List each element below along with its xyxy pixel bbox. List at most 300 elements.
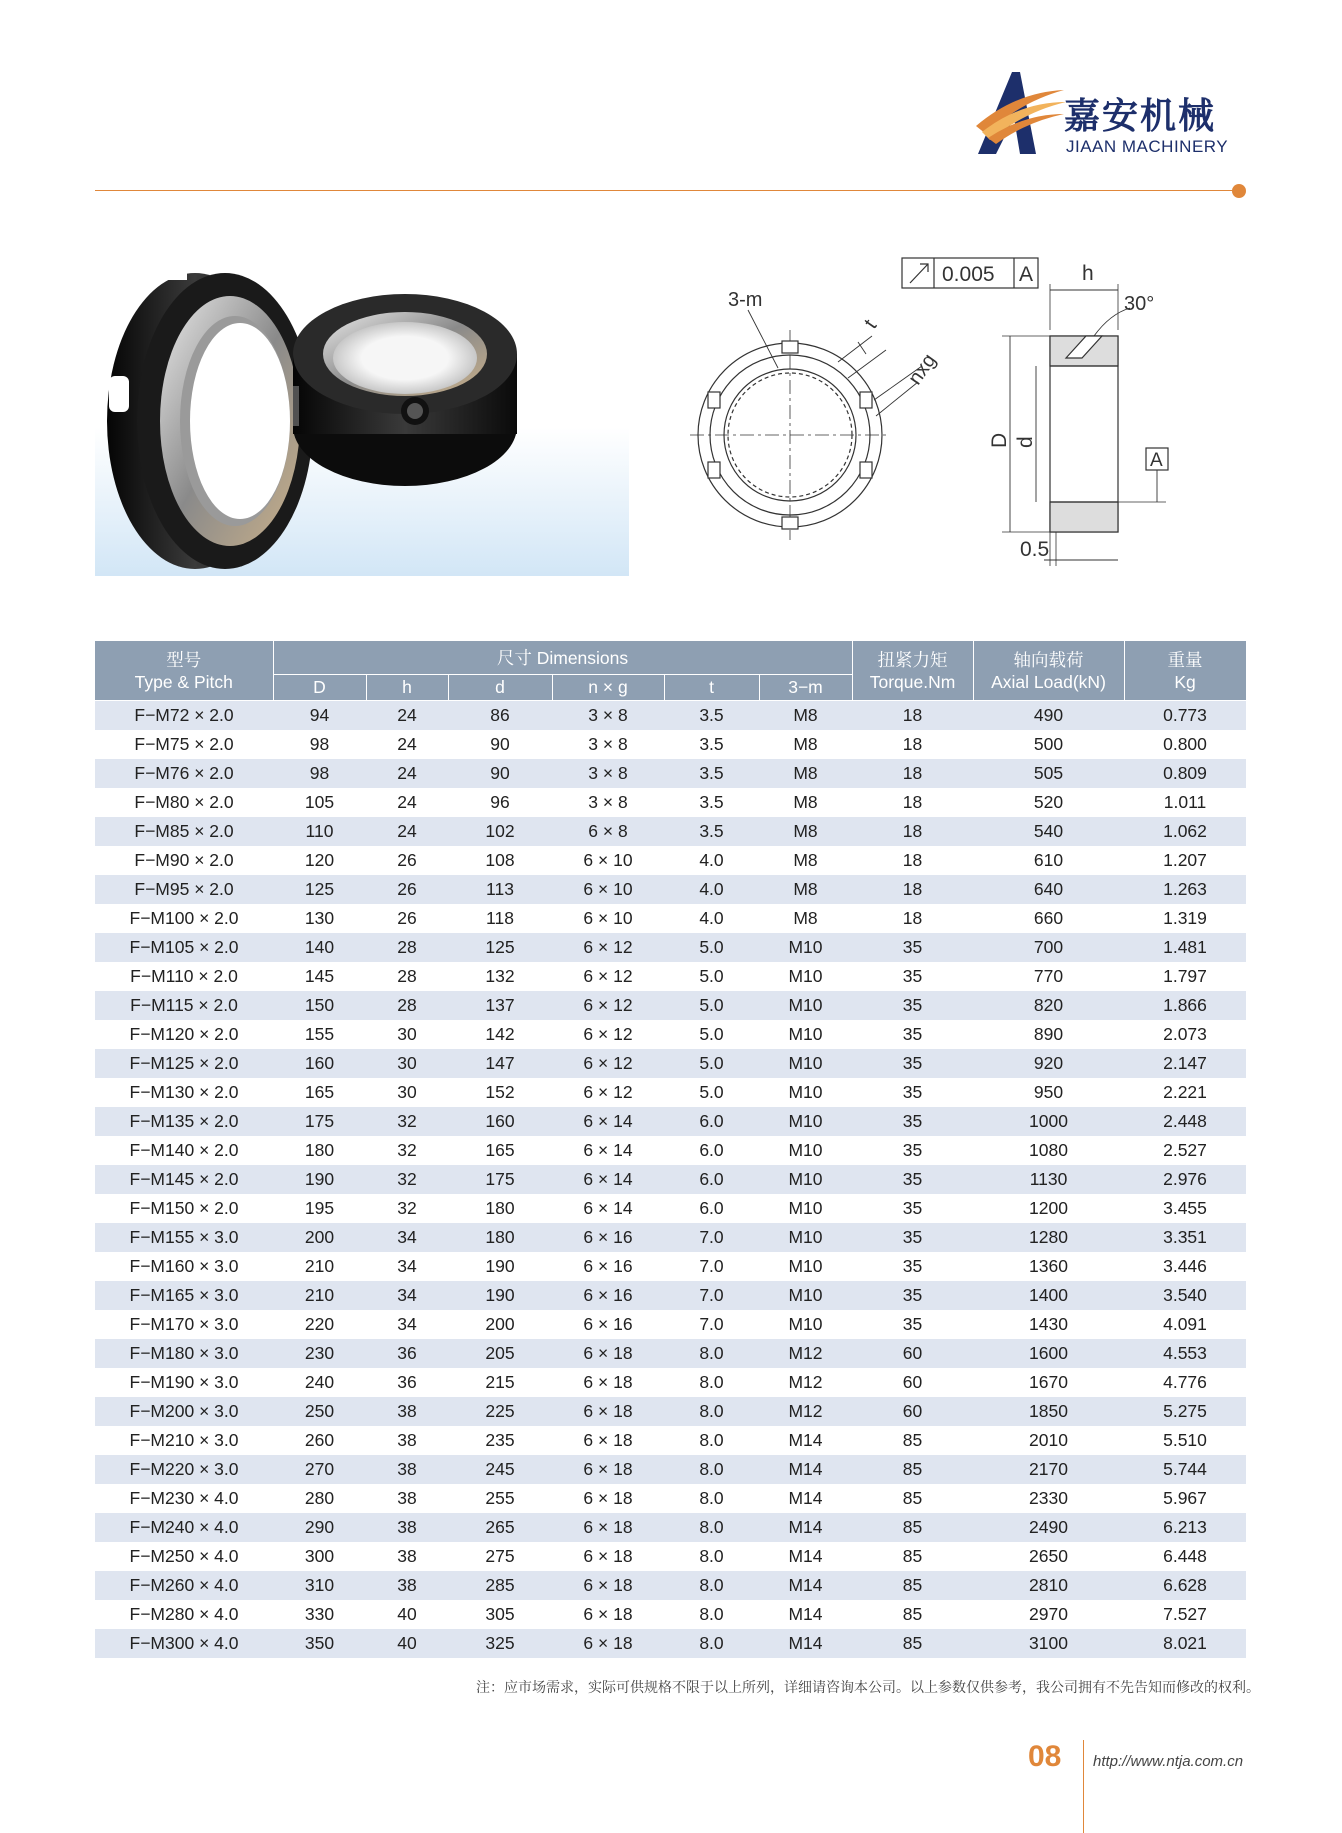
cell-axial-load: 520 (973, 788, 1124, 817)
cell-axial-load: 1280 (973, 1223, 1124, 1252)
table-row (95, 962, 1246, 991)
cell-axial-load: 1600 (973, 1339, 1124, 1368)
cell-nxg: 6 × 10 (552, 904, 664, 933)
cell-type: F−M165 × 3.0 (95, 1281, 273, 1310)
cell-axial-load: 1080 (973, 1136, 1124, 1165)
cell-nxg: 6 × 10 (552, 875, 664, 904)
cell-h: 28 (366, 933, 448, 962)
cell-D: 220 (273, 1310, 366, 1339)
cell-3m: M10 (759, 1107, 852, 1136)
table-row (95, 1513, 1246, 1542)
cell-d: 96 (448, 788, 552, 817)
cell-axial-load: 1360 (973, 1252, 1124, 1281)
cell-weight: 5.744 (1124, 1455, 1246, 1484)
cell-weight: 1.011 (1124, 788, 1246, 817)
cell-D: 110 (273, 817, 366, 846)
subheader-3m: 3−m (759, 675, 852, 701)
subheader-nxg: n × g (552, 675, 664, 701)
table-row (95, 1368, 1246, 1397)
cell-d: 225 (448, 1397, 552, 1426)
cell-type: F−M280 × 4.0 (95, 1600, 273, 1629)
cell-torque: 35 (852, 1020, 973, 1049)
cell-h: 34 (366, 1281, 448, 1310)
cell-D: 98 (273, 730, 366, 759)
cell-t: 6.0 (664, 1107, 759, 1136)
cell-type: F−M72 × 2.0 (95, 701, 273, 731)
cell-3m: M14 (759, 1426, 852, 1455)
cell-3m: M14 (759, 1455, 852, 1484)
cell-t: 8.0 (664, 1339, 759, 1368)
cell-nxg: 6 × 16 (552, 1310, 664, 1339)
cell-axial-load: 2170 (973, 1455, 1124, 1484)
cell-nxg: 6 × 18 (552, 1629, 664, 1658)
cell-type: F−M190 × 3.0 (95, 1368, 273, 1397)
cell-3m: M14 (759, 1629, 852, 1658)
cell-nxg: 6 × 18 (552, 1426, 664, 1455)
cell-d: 235 (448, 1426, 552, 1455)
cell-weight: 0.800 (1124, 730, 1246, 759)
cell-axial-load: 890 (973, 1020, 1124, 1049)
cell-torque: 85 (852, 1600, 973, 1629)
cell-nxg: 6 × 12 (552, 1020, 664, 1049)
cell-t: 5.0 (664, 991, 759, 1020)
cell-type: F−M100 × 2.0 (95, 904, 273, 933)
cell-h: 36 (366, 1339, 448, 1368)
label-nxg: nxg (904, 349, 941, 389)
table-row (95, 701, 1246, 731)
cell-weight: 5.967 (1124, 1484, 1246, 1513)
table-row (95, 1310, 1246, 1339)
cell-t: 7.0 (664, 1223, 759, 1252)
table-row (95, 1339, 1246, 1368)
cell-type: F−M210 × 3.0 (95, 1426, 273, 1455)
cell-t: 4.0 (664, 904, 759, 933)
cell-weight: 2.073 (1124, 1020, 1246, 1049)
cell-type: F−M260 × 4.0 (95, 1571, 273, 1600)
cell-axial-load: 640 (973, 875, 1124, 904)
cell-weight: 6.448 (1124, 1542, 1246, 1571)
cell-torque: 35 (852, 933, 973, 962)
cell-torque: 60 (852, 1368, 973, 1397)
cell-type: F−M230 × 4.0 (95, 1484, 273, 1513)
cell-torque: 18 (852, 875, 973, 904)
header-divider (95, 190, 1233, 191)
cell-h: 26 (366, 904, 448, 933)
lock-nut-photo-icon (95, 246, 629, 576)
cell-torque: 18 (852, 730, 973, 759)
cell-D: 165 (273, 1078, 366, 1107)
cell-torque: 35 (852, 1107, 973, 1136)
cell-t: 6.0 (664, 1194, 759, 1223)
cell-torque: 60 (852, 1339, 973, 1368)
cell-t: 3.5 (664, 701, 759, 731)
cell-torque: 18 (852, 817, 973, 846)
cell-nxg: 6 × 18 (552, 1542, 664, 1571)
cell-torque: 35 (852, 1165, 973, 1194)
cell-torque: 85 (852, 1455, 973, 1484)
cell-type: F−M145 × 2.0 (95, 1165, 273, 1194)
cell-D: 155 (273, 1020, 366, 1049)
cell-D: 210 (273, 1252, 366, 1281)
cell-nxg: 3 × 8 (552, 759, 664, 788)
cell-weight: 3.446 (1124, 1252, 1246, 1281)
cell-weight: 4.091 (1124, 1310, 1246, 1339)
cell-D: 105 (273, 788, 366, 817)
cell-D: 350 (273, 1629, 366, 1658)
cell-type: F−M150 × 2.0 (95, 1194, 273, 1223)
cell-torque: 85 (852, 1571, 973, 1600)
cell-h: 24 (366, 730, 448, 759)
cell-D: 130 (273, 904, 366, 933)
cell-weight: 8.021 (1124, 1629, 1246, 1658)
cell-weight: 4.776 (1124, 1368, 1246, 1397)
table-row (95, 1078, 1246, 1107)
cell-weight: 1.319 (1124, 904, 1246, 933)
table-row (95, 1049, 1246, 1078)
cell-weight: 1.481 (1124, 933, 1246, 962)
cell-3m: M12 (759, 1397, 852, 1426)
cell-axial-load: 500 (973, 730, 1124, 759)
brand-name-en: JIAAN MACHINERY (1066, 137, 1229, 156)
cell-d: 190 (448, 1281, 552, 1310)
table-body (95, 701, 1246, 1659)
cell-torque: 85 (852, 1513, 973, 1542)
cell-D: 330 (273, 1600, 366, 1629)
cell-D: 150 (273, 991, 366, 1020)
cell-torque: 60 (852, 1397, 973, 1426)
cell-3m: M8 (759, 875, 852, 904)
table-row (95, 1165, 1246, 1194)
logo-mark-icon (976, 68, 1066, 158)
table-row (95, 1484, 1246, 1513)
cell-axial-load: 610 (973, 846, 1124, 875)
cell-3m: M10 (759, 1194, 852, 1223)
cell-D: 145 (273, 962, 366, 991)
cell-h: 38 (366, 1397, 448, 1426)
table-row (95, 933, 1246, 962)
cell-h: 28 (366, 991, 448, 1020)
cell-weight: 6.628 (1124, 1571, 1246, 1600)
cell-nxg: 6 × 8 (552, 817, 664, 846)
cell-weight: 0.773 (1124, 701, 1246, 731)
label-D: D (988, 432, 1011, 448)
cell-D: 270 (273, 1455, 366, 1484)
table-row (95, 788, 1246, 817)
tolerance-datum: A (1019, 263, 1034, 286)
cell-t: 3.5 (664, 788, 759, 817)
cell-h: 38 (366, 1484, 448, 1513)
cell-t: 4.0 (664, 875, 759, 904)
cell-torque: 85 (852, 1484, 973, 1513)
cell-weight: 6.213 (1124, 1513, 1246, 1542)
table-row (95, 1223, 1246, 1252)
cell-d: 142 (448, 1020, 552, 1049)
cell-d: 118 (448, 904, 552, 933)
cell-axial-load: 1130 (973, 1165, 1124, 1194)
cell-torque: 35 (852, 1049, 973, 1078)
cell-h: 32 (366, 1107, 448, 1136)
cell-axial-load: 920 (973, 1049, 1124, 1078)
cell-3m: M10 (759, 1136, 852, 1165)
cell-nxg: 6 × 16 (552, 1281, 664, 1310)
cell-d: 102 (448, 817, 552, 846)
cell-3m: M10 (759, 933, 852, 962)
cell-t: 5.0 (664, 962, 759, 991)
cell-d: 90 (448, 759, 552, 788)
cell-D: 280 (273, 1484, 366, 1513)
cell-nxg: 6 × 12 (552, 933, 664, 962)
cell-3m: M10 (759, 1049, 852, 1078)
cell-d: 245 (448, 1455, 552, 1484)
cell-nxg: 6 × 12 (552, 962, 664, 991)
cell-t: 3.5 (664, 730, 759, 759)
cell-type: F−M85 × 2.0 (95, 817, 273, 846)
cell-axial-load: 950 (973, 1078, 1124, 1107)
cell-type: F−M155 × 3.0 (95, 1223, 273, 1252)
table-row (95, 1136, 1246, 1165)
cell-nxg: 6 × 18 (552, 1513, 664, 1542)
cell-nxg: 3 × 8 (552, 701, 664, 731)
table-row (95, 846, 1246, 875)
cell-D: 290 (273, 1513, 366, 1542)
table-row (95, 1252, 1246, 1281)
cell-torque: 18 (852, 846, 973, 875)
cell-h: 34 (366, 1310, 448, 1339)
table-row (95, 904, 1246, 933)
subheader-d: d (448, 675, 552, 701)
cell-h: 26 (366, 846, 448, 875)
cell-3m: M14 (759, 1600, 852, 1629)
cell-nxg: 6 × 12 (552, 1078, 664, 1107)
cell-D: 300 (273, 1542, 366, 1571)
cell-3m: M12 (759, 1339, 852, 1368)
technical-drawing (690, 250, 1230, 580)
cell-D: 120 (273, 846, 366, 875)
cell-d: 113 (448, 875, 552, 904)
cell-nxg: 6 × 18 (552, 1571, 664, 1600)
cell-d: 86 (448, 701, 552, 731)
cell-t: 5.0 (664, 1020, 759, 1049)
cell-d: 285 (448, 1571, 552, 1600)
cell-weight: 3.540 (1124, 1281, 1246, 1310)
cell-3m: M10 (759, 1165, 852, 1194)
cell-type: F−M240 × 4.0 (95, 1513, 273, 1542)
label-h: h (1082, 262, 1094, 285)
cell-t: 6.0 (664, 1136, 759, 1165)
cell-3m: M10 (759, 1223, 852, 1252)
nut-dimension-diagram (690, 250, 1230, 580)
cell-type: F−M160 × 3.0 (95, 1252, 273, 1281)
table-row (95, 1281, 1246, 1310)
label-chamfer: 0.5 (1020, 538, 1050, 561)
cell-weight: 3.351 (1124, 1223, 1246, 1252)
brand-name-cn: 嘉安机械 (1064, 96, 1217, 137)
cell-d: 147 (448, 1049, 552, 1078)
cell-h: 24 (366, 701, 448, 731)
label-t: t (860, 315, 882, 333)
cell-d: 265 (448, 1513, 552, 1542)
cell-nxg: 6 × 14 (552, 1165, 664, 1194)
header-torque: 扭紧力矩 Torque.Nm (852, 641, 973, 701)
cell-h: 28 (366, 962, 448, 991)
cell-nxg: 6 × 18 (552, 1397, 664, 1426)
cell-3m: M10 (759, 962, 852, 991)
cell-t: 8.0 (664, 1513, 759, 1542)
table-row (95, 730, 1246, 759)
cell-t: 8.0 (664, 1571, 759, 1600)
cell-nxg: 6 × 14 (552, 1194, 664, 1223)
cell-t: 8.0 (664, 1397, 759, 1426)
cell-axial-load: 505 (973, 759, 1124, 788)
cell-torque: 35 (852, 1078, 973, 1107)
cell-weight: 1.866 (1124, 991, 1246, 1020)
cell-3m: M8 (759, 904, 852, 933)
cell-D: 200 (273, 1223, 366, 1252)
cell-d: 175 (448, 1165, 552, 1194)
cell-weight: 5.275 (1124, 1397, 1246, 1426)
cell-3m: M8 (759, 788, 852, 817)
cell-torque: 35 (852, 1223, 973, 1252)
cell-3m: M10 (759, 1078, 852, 1107)
cell-D: 125 (273, 875, 366, 904)
cell-h: 38 (366, 1571, 448, 1600)
cell-nxg: 6 × 14 (552, 1107, 664, 1136)
table-row (95, 875, 1246, 904)
cell-type: F−M90 × 2.0 (95, 846, 273, 875)
cell-weight: 4.553 (1124, 1339, 1246, 1368)
cell-torque: 85 (852, 1629, 973, 1658)
cell-D: 160 (273, 1049, 366, 1078)
cell-D: 240 (273, 1368, 366, 1397)
cell-axial-load: 1430 (973, 1310, 1124, 1339)
cell-weight: 2.527 (1124, 1136, 1246, 1165)
cell-d: 180 (448, 1194, 552, 1223)
cell-nxg: 6 × 14 (552, 1136, 664, 1165)
label-3m: 3-m (728, 289, 763, 311)
cell-axial-load: 2330 (973, 1484, 1124, 1513)
cell-weight: 1.797 (1124, 962, 1246, 991)
cell-axial-load: 3100 (973, 1629, 1124, 1658)
cell-d: 160 (448, 1107, 552, 1136)
cell-d: 180 (448, 1223, 552, 1252)
cell-3m: M12 (759, 1368, 852, 1397)
cell-torque: 18 (852, 904, 973, 933)
cell-nxg: 6 × 18 (552, 1368, 664, 1397)
cell-type: F−M105 × 2.0 (95, 933, 273, 962)
product-photo (95, 246, 629, 576)
cell-D: 310 (273, 1571, 366, 1600)
cell-axial-load: 2810 (973, 1571, 1124, 1600)
cell-3m: M8 (759, 846, 852, 875)
cell-h: 40 (366, 1629, 448, 1658)
cell-3m: M14 (759, 1542, 852, 1571)
website-link[interactable]: http://www.ntja.com.cn (1093, 1753, 1244, 1770)
cell-d: 165 (448, 1136, 552, 1165)
table-row (95, 817, 1246, 846)
cell-nxg: 6 × 18 (552, 1455, 664, 1484)
cell-torque: 35 (852, 1252, 973, 1281)
cell-torque: 18 (852, 759, 973, 788)
cell-t: 3.5 (664, 817, 759, 846)
cell-torque: 85 (852, 1426, 973, 1455)
cell-axial-load: 1200 (973, 1194, 1124, 1223)
cell-nxg: 6 × 16 (552, 1252, 664, 1281)
cell-torque: 35 (852, 1310, 973, 1339)
cell-type: F−M180 × 3.0 (95, 1339, 273, 1368)
cell-torque: 35 (852, 1136, 973, 1165)
cell-3m: M8 (759, 701, 852, 731)
cell-d: 205 (448, 1339, 552, 1368)
spec-table (95, 641, 1247, 1658)
cell-3m: M14 (759, 1513, 852, 1542)
cell-axial-load: 1850 (973, 1397, 1124, 1426)
cell-D: 94 (273, 701, 366, 731)
cell-3m: M14 (759, 1571, 852, 1600)
cell-t: 8.0 (664, 1600, 759, 1629)
cell-type: F−M115 × 2.0 (95, 991, 273, 1020)
cell-h: 40 (366, 1600, 448, 1629)
cell-type: F−M250 × 4.0 (95, 1542, 273, 1571)
cell-d: 125 (448, 933, 552, 962)
cell-3m: M10 (759, 1310, 852, 1339)
cell-weight: 0.809 (1124, 759, 1246, 788)
table-header-row (95, 641, 1246, 675)
cell-d: 215 (448, 1368, 552, 1397)
cell-type: F−M125 × 2.0 (95, 1049, 273, 1078)
cell-d: 255 (448, 1484, 552, 1513)
cell-D: 210 (273, 1281, 366, 1310)
label-datum-A: A (1150, 450, 1163, 471)
cell-D: 250 (273, 1397, 366, 1426)
cell-h: 24 (366, 759, 448, 788)
header-divider-dot (1232, 184, 1246, 198)
cell-nxg: 6 × 18 (552, 1600, 664, 1629)
tolerance-value: 0.005 (942, 263, 995, 286)
footnote: 注：应市场需求，实际可供规格不限于以上所列，详细请咨询本公司。以上参数仅供参考，我公司拥有不先告知而修改的权利。 (476, 1680, 1260, 1696)
cell-t: 4.0 (664, 846, 759, 875)
cell-nxg: 6 × 12 (552, 991, 664, 1020)
cell-weight: 3.455 (1124, 1194, 1246, 1223)
cell-weight: 1.263 (1124, 875, 1246, 904)
cell-D: 175 (273, 1107, 366, 1136)
cell-axial-load: 820 (973, 991, 1124, 1020)
table-row (95, 1629, 1246, 1658)
cell-type: F−M110 × 2.0 (95, 962, 273, 991)
subheader-t: t (664, 675, 759, 701)
cell-type: F−M76 × 2.0 (95, 759, 273, 788)
cell-h: 26 (366, 875, 448, 904)
cell-D: 260 (273, 1426, 366, 1455)
cell-3m: M8 (759, 730, 852, 759)
cell-h: 34 (366, 1223, 448, 1252)
cell-nxg: 6 × 12 (552, 1049, 664, 1078)
cell-type: F−M170 × 3.0 (95, 1310, 273, 1339)
cell-3m: M8 (759, 817, 852, 846)
cell-h: 32 (366, 1194, 448, 1223)
cell-d: 200 (448, 1310, 552, 1339)
cell-h: 24 (366, 817, 448, 846)
cell-torque: 35 (852, 1281, 973, 1310)
cell-axial-load: 1670 (973, 1368, 1124, 1397)
cell-torque: 85 (852, 1542, 973, 1571)
cell-d: 152 (448, 1078, 552, 1107)
cell-h: 24 (366, 788, 448, 817)
cell-h: 30 (366, 1049, 448, 1078)
header-type: 型号 Type & Pitch (95, 641, 273, 701)
table-row (95, 1426, 1246, 1455)
table-row (95, 1194, 1246, 1223)
cell-h: 30 (366, 1020, 448, 1049)
